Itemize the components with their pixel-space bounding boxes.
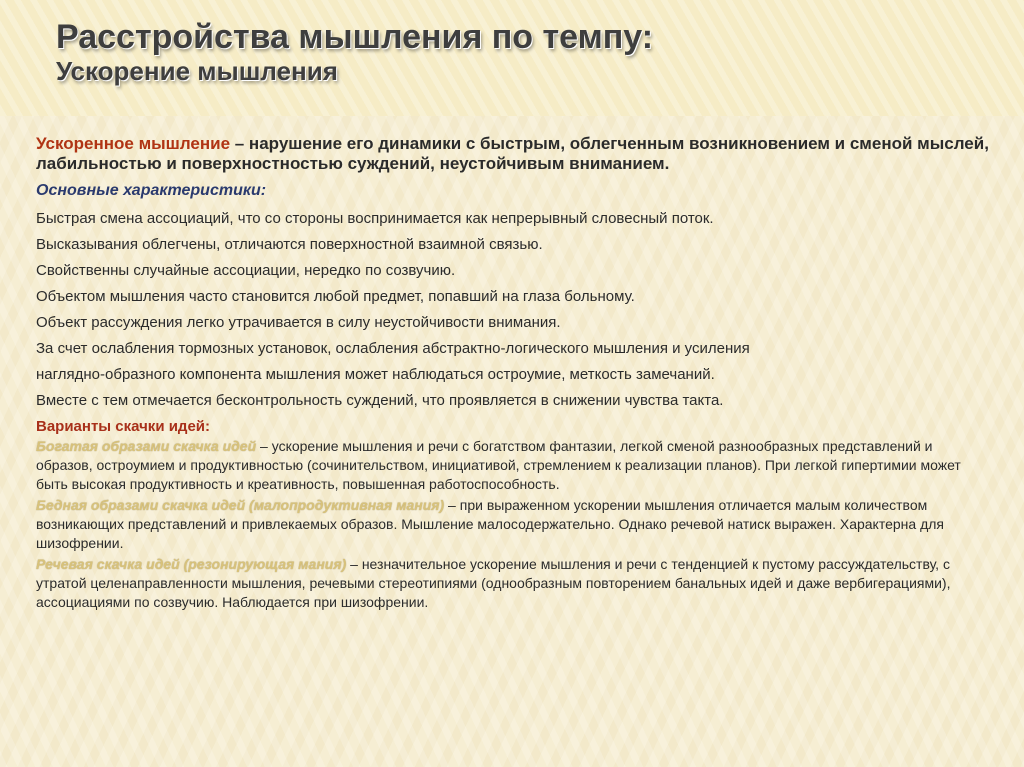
variants-heading: Варианты скачки идей: [36,418,211,435]
variant-text: – при выраженном ускорении мышления отличается малым количеством возникающих представлений и привлекаемых образов. Мышление малосодержательно. Однако речевой натиск выражен. Характерна для шизофрении. [36,497,944,551]
variant-rich [36,437,991,494]
list-item: Объект рассуждения легко утрачивается в силу неустойчивости внимания. [36,314,561,331]
list-item: Высказывания облегчены, отличаются поверхностной взаимной связью. [36,236,543,253]
variant-speech [36,555,991,612]
list-item: Быстрая смена ассоциаций, что со стороны воспринимается как непрерывный словесный поток. [36,210,714,227]
characteristics-heading: Основные характеристики: [36,182,267,199]
variant-term: Богатая образами скачка идей [36,438,257,454]
list-item: наглядно-образного компонента мышления может наблюдаться остроумие, меткость замечаний. [36,366,715,383]
slide-title [56,20,653,85]
list-item: Свойственны случайные ассоциации, нередко по созвучию. [36,262,456,279]
variant-term: Речевая скачка идей (резонирующая мания) [36,556,347,572]
variant-text: – незначительное ускорение мышления и речи с тенденцией к пустому рассуждательству, с утратой целенаправленности мышления, речевыми стереотипиями (однообразным повторением банальных идей и даже вербигерациями), ассоциациями по созвучию. Наблюдается при шизофрении. [36,556,951,610]
definition-term: Ускоренное мышление [36,134,231,153]
definition-text: – нарушение его динамики с быстрым, облегченным возникновением и сменой мыслей, лабильностью и поверхностностью суждений, неустойчивым вниманием. [36,134,989,173]
list-item: Вместе с тем отмечается бесконтрольность суждений, что проявляется в снижении чувства такта. [36,392,724,409]
title-line-1: Расстройства мышления по темпу: [56,18,654,56]
list-item: За счет ослабления тормозных установок, ослабления абстрактно-логического мышления и усиления [36,340,750,357]
definition [36,134,991,174]
slide-content [36,134,991,614]
title-line-2: Ускорение мышления [56,55,338,86]
characteristics-list [36,206,991,414]
variant-term: Бедная образами скачка идей (малопродуктивная мания) [36,497,445,513]
variant-text: – ускорение мышления и речи с богатством фантазии, легкой сменой разнообразных представлений и образов, остроумием и продуктивностью (сочинительством, инициативой, стремлением к реализации планов). При легкой гипертимии может быть высокая продуктивность и креативность, повышенная работоспособность. [36,438,961,492]
list-item: Объектом мышления часто становится любой предмет, попавший на глаза больному. [36,288,635,305]
variant-poor [36,496,991,553]
